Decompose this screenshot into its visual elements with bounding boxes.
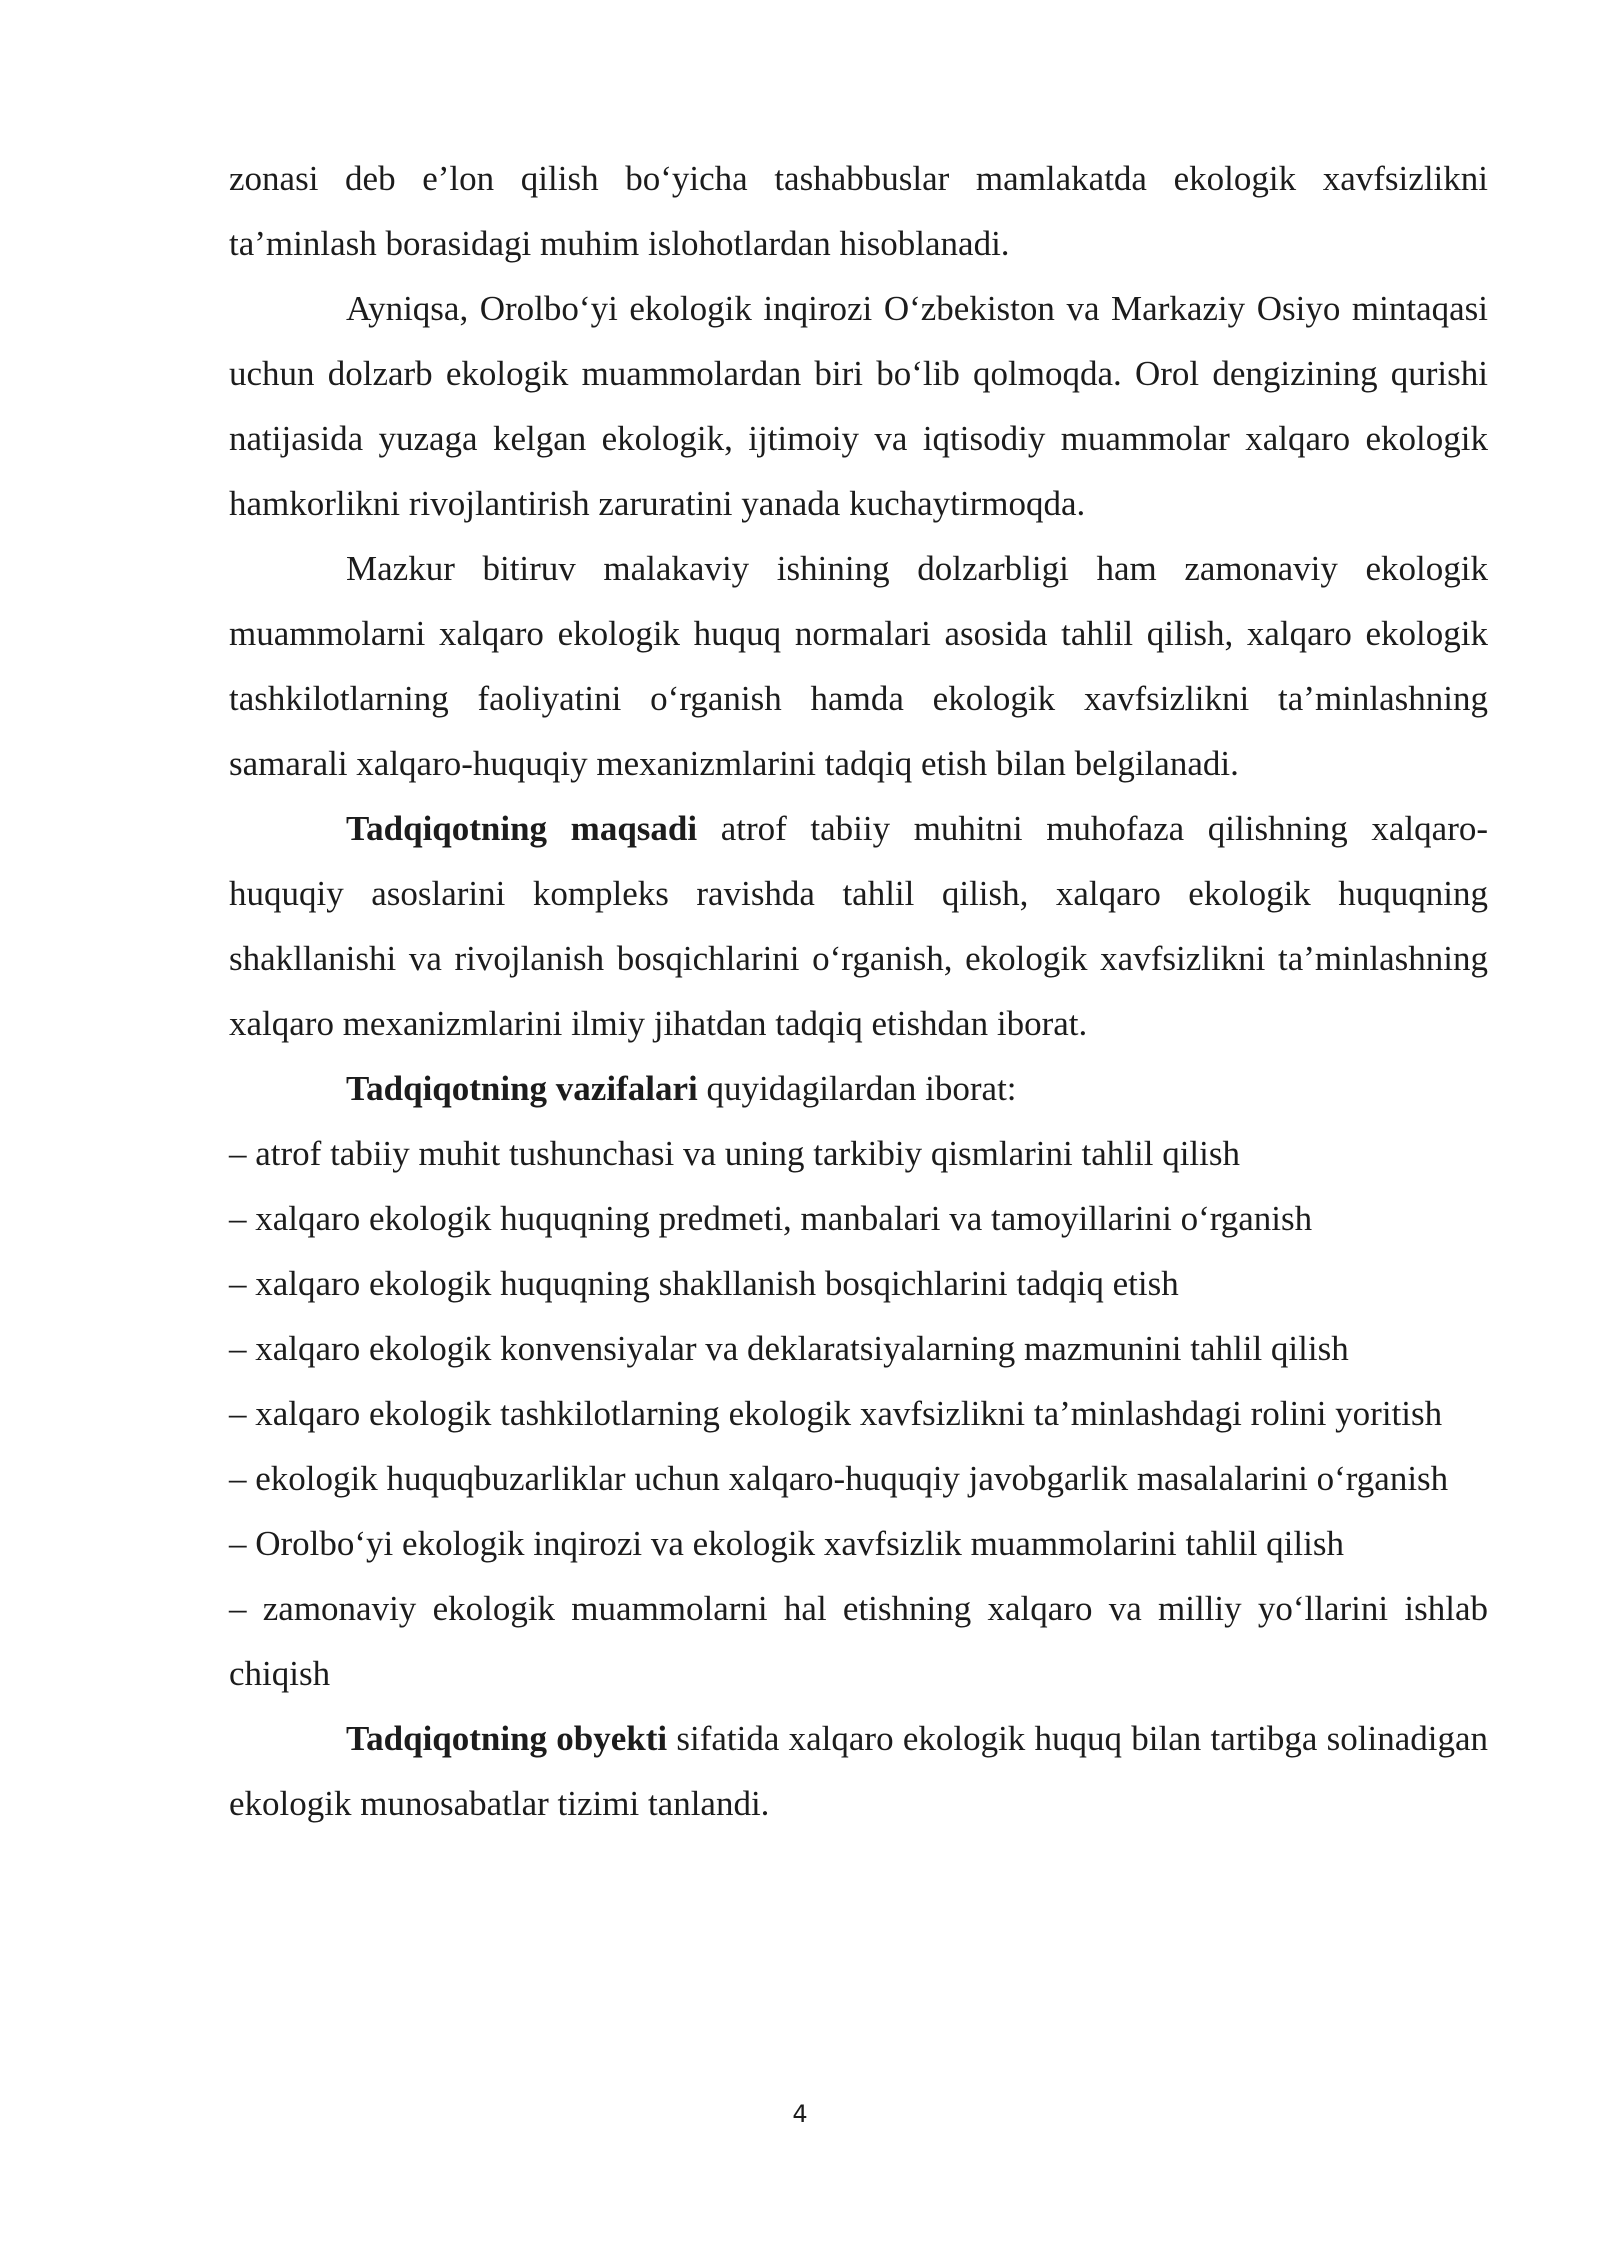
research-tasks-text: quyidagilardan iborat: <box>697 1069 1017 1108</box>
research-tasks-paragraph <box>229 1056 1488 1121</box>
list-item: – xalqaro ekologik tashkilotlarning ekologik xavfsizlikni ta’minlashdagi rolini yoritish <box>229 1394 1443 1433</box>
research-goal-paragraph <box>229 796 1488 1056</box>
research-goal-text: atrof tabiiy muhitni muhofaza qilishning xalqaro-huquqiy asoslarini kompleks ravishda tahlil qilish, xalqaro ekologik huquqning shakllanishi va rivojlanish bosqichlarini o‘rganish, ekologik xavfsizlikni ta’minlashning xalqaro mexanizmlarini ilmiy jihatdan tadqiq etishdan iborat. <box>229 809 1489 1043</box>
research-object-heading: Tadqiqotning obyekti <box>346 1719 668 1758</box>
research-object-paragraph <box>229 1706 1488 1836</box>
page-number: 4 <box>792 2100 808 2128</box>
document-page <box>229 146 1488 1836</box>
research-goal-heading: Tadqiqotning maqsadi <box>346 809 698 848</box>
research-tasks-heading: Tadqiqotning vazifalari <box>346 1069 698 1108</box>
research-object-text: sifatida xalqaro ekologik huquq bilan tartibga solinadigan ekologik munosabatlar tizimi tanlandi. <box>229 1719 1488 1823</box>
list-item: – zamonaviy ekologik muammolarni hal etishning xalqaro va milliy yo‘llarini ishlab chiqish <box>229 1589 1488 1693</box>
paragraph: Mazkur bitiruv malakaviy ishining dolzarbligi ham zamonaviy ekologik muammolarni xalqaro ekologik huquq normalari asosida tahlil qilish, xalqaro ekologik tashkilotlarning faoliyatini o‘rganish hamda ekologik xavfsizlikni ta’minlashning samarali xalqaro-huquqiy mexanizmlarini tadqiq etish bilan belgilanadi. <box>229 549 1488 783</box>
list-item: – xalqaro ekologik konvensiyalar va deklaratsiyalarning mazmunini tahlil qilish <box>229 1329 1349 1368</box>
list-item: – ekologik huquqbuzarliklar uchun xalqaro-huquqiy javobgarlik masalalarini o‘rganish <box>229 1459 1449 1498</box>
list-item: – Orolbo‘yi ekologik inqirozi va ekologik xavfsizlik muammolarini tahlil qilish <box>229 1524 1344 1563</box>
paragraph: Ayniqsa, Orolbo‘yi ekologik inqirozi O‘zbekiston va Markaziy Osiyo mintaqasi uchun dolzarb ekologik muammolardan biri bo‘lib qolmoqda. Orol dengizining qurishi natijasida yuzaga kelgan ekologik, ijtimoiy va iqtisodiy muammolar xalqaro ekologik hamkorlikni rivojlantirish zaruratini yanada kuchaytirmoqda. <box>229 289 1488 523</box>
list-item: – xalqaro ekologik huquqning predmeti, manbalari va tamoyillarini o‘rganish <box>229 1199 1313 1238</box>
paragraph: zonasi deb e’lon qilish bo‘yicha tashabbuslar mamlakatda ekologik xavfsizlikni ta’minlash borasidagi muhim islohotlardan hisoblanadi. <box>229 159 1488 263</box>
list-item: – xalqaro ekologik huquqning shakllanish bosqichlarini tadqiq etish <box>229 1264 1179 1303</box>
list-item: – atrof tabiiy muhit tushunchasi va uning tarkibiy qismlarini tahlil qilish <box>229 1134 1240 1173</box>
